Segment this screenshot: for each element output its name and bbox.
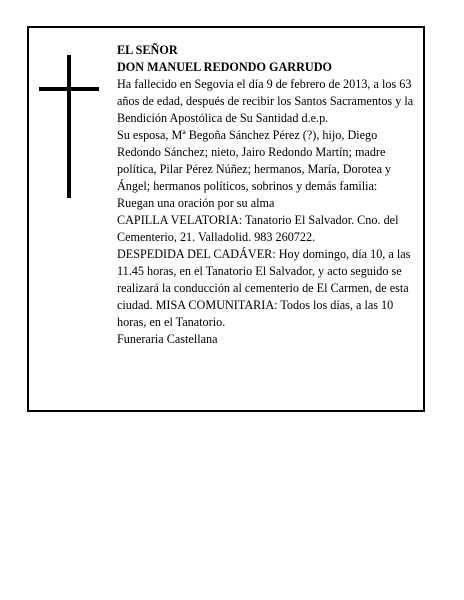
funeral-details: DESPEDIDA DEL CADÁVER: Hoy domingo, día 10, a las 11.45 horas, en el Tanatorio El Salvador, y acto seguido se realizará la conducción al cementerio de El Carmen, de esta ciudad. MISA COMUNITARIA: Todos los días, a las 10 horas, en el Tanatorio. — [117, 247, 411, 329]
notice-heading-title: EL SEÑOR — [117, 43, 178, 57]
death-announcement: Ha fallecido en Segovia el día 9 de febrero de 2013, a los 63 años de edad, después de recibir los Santos Sacramentos y la Bendición Apostólica de Su Santidad d.e.p. — [117, 77, 414, 125]
cross-icon — [39, 55, 99, 198]
family-list: Su esposa, Mª Begoña Sánchez Pérez (?), hijo, Diego Redondo Sánchez; nieto, Jairo Redondo Martín; madre política, Pilar Pérez Núñez; hermanos, María, Dorotea y Ángel; hermanos políticos, sobrinos y demás familia: — [117, 128, 392, 193]
deceased-name: DON MANUEL REDONDO GARRUDO — [117, 60, 332, 74]
cross-vertical-bar — [67, 55, 71, 198]
notice-body — [117, 42, 417, 348]
wake-location: CAPILLA VELATORIA: Tanatorio El Salvador. Cno. del Cementerio, 21. Valladolid. 983 260722. — [117, 213, 399, 244]
funeral-home: Funeraria Castellana — [117, 332, 218, 346]
prayer-request: Ruegan una oración por su alma — [117, 196, 275, 210]
obituary-notice — [27, 26, 425, 412]
cross-horizontal-bar — [39, 87, 99, 91]
